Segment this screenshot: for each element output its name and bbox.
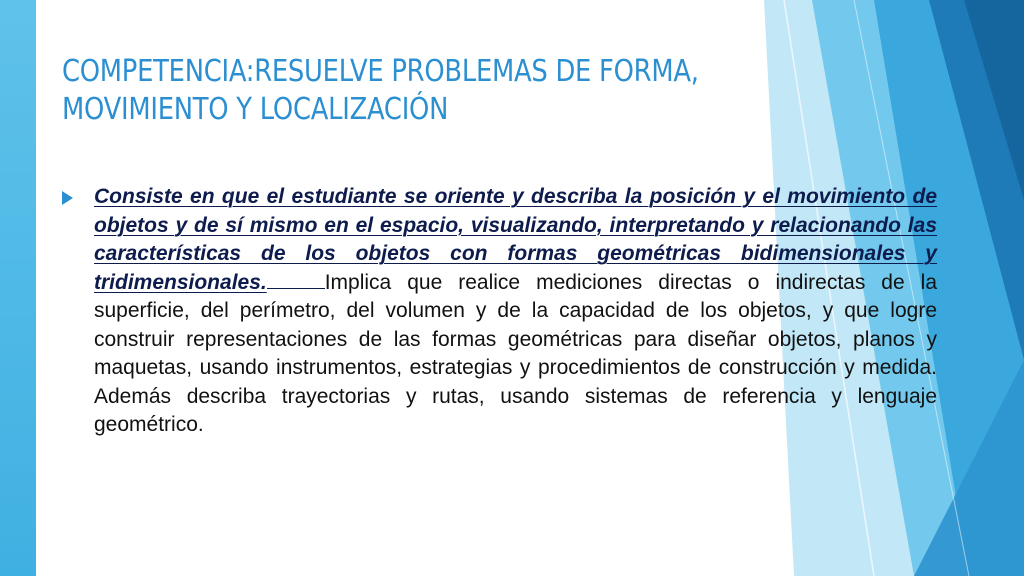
underline-gap: [267, 287, 325, 289]
bullet-paragraph: [94, 183, 937, 440]
emphasized-definition-text: Consiste en que el estudiante se oriente y describa la posición y el movimiento de objetos y de sí mismo en el espacio, visualizando, interpretando y relacionando las características de los objetos con formas geométricas bidimensionales y tridimensionales.: [94, 185, 937, 294]
bullet-arrow-icon: [62, 191, 73, 205]
bullet-item: [62, 183, 937, 440]
slide-title: COMPETENCIA:RESUELVE PROBLEMAS DE FORMA, MOVIMIENTO Y LOCALIZACIÓN: [62, 54, 699, 127]
body-text: Implica que realice mediciones directas o indirectas de la superficie, del perímetro, del volumen y de la capacidad de los objetos, y que logre construir representaciones de las formas geométricas para diseñar objetos, planos y maquetas, usando instrumentos, estrategias y procedimientos de construcción y medida. Además describa trayectorias y rutas, usando sistemas de referencia y lenguaje geométrico.: [94, 270, 937, 436]
left-decorative-band: [0, 0, 36, 576]
